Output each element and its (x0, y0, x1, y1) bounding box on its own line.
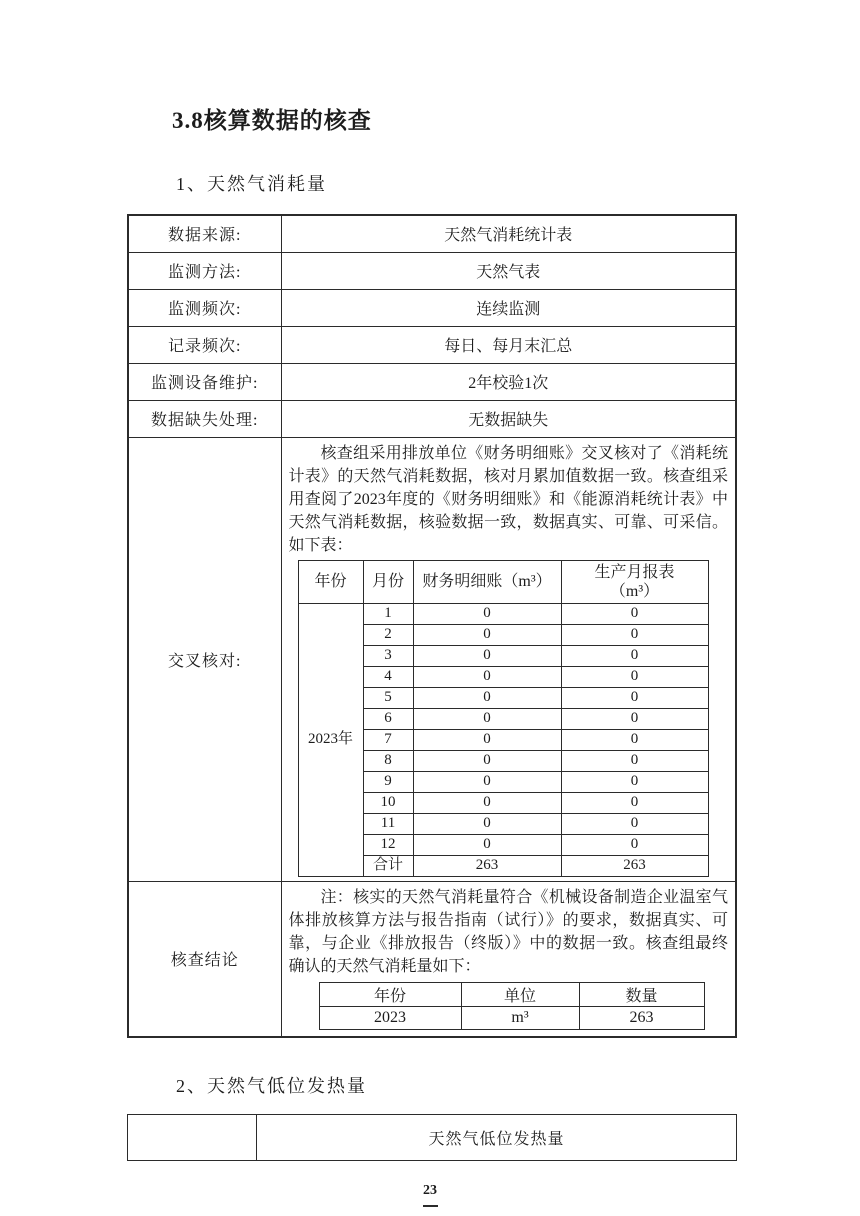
conclusion-label: 核查结论 (128, 881, 281, 1037)
col-header-finance: 财务明细账（m³） (413, 560, 561, 603)
conclusion-paragraph: 注：核实的天然气消耗量符合《机械设备制造企业温室气体排放核算方法与报告指南（试行）》的要求，数据真实、可靠，与企业《排放报告（终版）》中的数据一致。核查组最终确认的天然气消耗量如下： (288, 888, 728, 975)
finance-cell: 0 (413, 603, 561, 624)
row-value: 每日、每月末汇总 (281, 326, 736, 363)
row-value: 连续监测 (281, 289, 736, 326)
report-cell: 0 (561, 813, 708, 834)
row-label: 记录频次: (128, 326, 281, 363)
cross-check-paragraph: 核查组采用排放单位《财务明细账》交叉核对了《消耗统计表》的天然气消耗数据，核对月累加值数据一致。核查组采用查阅了2023年度的《财务明细账》和《能源消耗统计表》中天然气消耗数据，核验数据一致，数据真实、可靠、可采信。如下表： (288, 444, 728, 554)
finance-cell: 0 (413, 792, 561, 813)
summary-col-qty: 数量 (579, 982, 704, 1006)
report-cell: 0 (561, 687, 708, 708)
table-row (128, 326, 736, 363)
finance-cell: 0 (413, 729, 561, 750)
page-number: 23 (423, 1182, 437, 1198)
month-cell: 9 (363, 771, 413, 792)
row-value: 2年校验1次 (281, 363, 736, 400)
month-cell: 4 (363, 666, 413, 687)
cross-check-row (128, 437, 736, 881)
summary-data-row (319, 1006, 704, 1029)
report-cell: 0 (561, 624, 708, 645)
month-cell: 2 (363, 624, 413, 645)
summary-header-row (319, 982, 704, 1006)
table-row (128, 215, 736, 252)
month-cell: 8 (363, 750, 413, 771)
report-cell: 0 (561, 771, 708, 792)
month-cell: 3 (363, 645, 413, 666)
year-cell: 2023年 (298, 603, 363, 876)
report-cell: 0 (561, 645, 708, 666)
finance-cell: 0 (413, 750, 561, 771)
row-label: 监测方法: (128, 252, 281, 289)
cross-check-label: 交叉核对: (128, 437, 281, 881)
table-row (128, 252, 736, 289)
month-cell: 12 (363, 834, 413, 855)
row-value: 天然气表 (281, 252, 736, 289)
table-row (128, 400, 736, 437)
table-row (128, 289, 736, 326)
month-cell: 11 (363, 813, 413, 834)
report-cell: 0 (561, 666, 708, 687)
report-cell: 0 (561, 792, 708, 813)
summary-col-year: 年份 (319, 982, 461, 1006)
row-label: 监测设备维护: (128, 363, 281, 400)
page-title: 3.8核算数据的核查 (172, 108, 372, 133)
finance-cell: 0 (413, 687, 561, 708)
heating-value-table (127, 1114, 737, 1161)
month-cell: 7 (363, 729, 413, 750)
page-footer (0, 1183, 860, 1207)
col-header-report-line1: 生产月报表 (594, 563, 675, 581)
report-cell: 0 (561, 708, 708, 729)
row-label: 数据来源: (128, 215, 281, 252)
summary-qty: 263 (579, 1006, 704, 1029)
heating-title-cell: 天然气低位发热量 (257, 1114, 737, 1160)
cross-check-data-table (298, 560, 709, 877)
row-value: 无数据缺失 (281, 400, 736, 437)
month-cell: 6 (363, 708, 413, 729)
finance-cell: 0 (413, 666, 561, 687)
page-number-underline (423, 1205, 438, 1207)
summary-unit: m³ (461, 1006, 579, 1029)
heating-header-row (128, 1114, 737, 1160)
col-header-report (561, 560, 708, 603)
col-header-report-line2: （m³） (609, 582, 660, 600)
finance-cell: 0 (413, 834, 561, 855)
conclusion-row (128, 881, 736, 1037)
month-row (298, 603, 708, 624)
total-finance: 263 (413, 855, 561, 876)
heating-empty-cell (128, 1114, 257, 1160)
conclusion-summary-table (319, 982, 705, 1030)
report-cell: 0 (561, 834, 708, 855)
month-cell: 1 (363, 603, 413, 624)
row-label: 监测频次: (128, 289, 281, 326)
finance-cell: 0 (413, 624, 561, 645)
gas-consumption-table (127, 214, 737, 1038)
row-value: 天然气消耗统计表 (281, 215, 736, 252)
finance-cell: 0 (413, 645, 561, 666)
section-2-title: 2、天然气低位发热量 (176, 1075, 367, 1096)
month-cell: 10 (363, 792, 413, 813)
conclusion-content (281, 881, 736, 1037)
cross-table-header (298, 560, 708, 603)
row-label: 数据缺失处理: (128, 400, 281, 437)
total-report: 263 (561, 855, 708, 876)
report-cell: 0 (561, 603, 708, 624)
col-header-month: 月份 (363, 560, 413, 603)
total-label: 合计 (363, 855, 413, 876)
table-row (128, 363, 736, 400)
section-1-title: 1、天然气消耗量 (176, 174, 327, 194)
cross-check-content (281, 437, 736, 881)
finance-cell: 0 (413, 708, 561, 729)
summary-col-unit: 单位 (461, 982, 579, 1006)
report-cell: 0 (561, 750, 708, 771)
finance-cell: 0 (413, 771, 561, 792)
summary-year: 2023 (319, 1006, 461, 1029)
month-cell: 5 (363, 687, 413, 708)
col-header-year: 年份 (298, 560, 363, 603)
report-cell: 0 (561, 729, 708, 750)
finance-cell: 0 (413, 813, 561, 834)
